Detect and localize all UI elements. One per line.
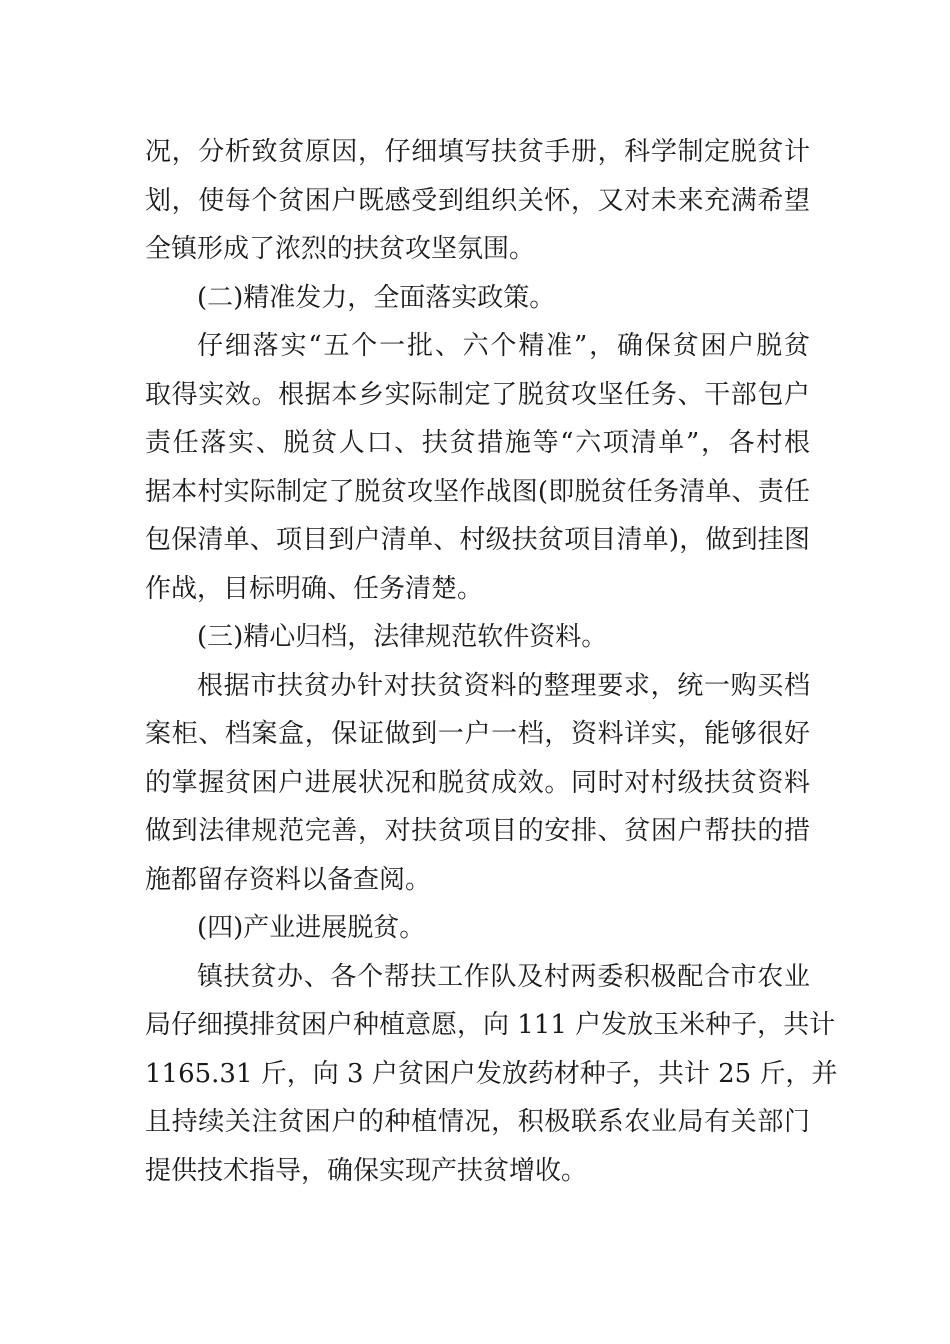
text-line: 据本村实际制定了脱贫攻坚作战图(即脱贫任务清单、责任 bbox=[145, 476, 810, 507]
text-line: 仔细落实“五个一批、六个精准”，确保贫困户脱贫 bbox=[197, 331, 810, 361]
text-line: 且持续关注贫困户的种植情况，积极联系农业局有关部门 bbox=[145, 1107, 810, 1137]
text-line: 的掌握贫困户进展状况和脱贫成效。同时对村级扶贫资料 bbox=[145, 767, 810, 798]
text-line: 1165.31 斤，向 3 户贫困户发放药材种子，共计 25 斤，并 bbox=[145, 1058, 838, 1089]
text-line: 责任落实、脱贫人口、扶贫措施等“六项清单”，各村根 bbox=[145, 428, 810, 458]
text-line: 全镇形成了浓烈的扶贫攻坚氛围。 bbox=[145, 234, 536, 264]
text-line: 况，分析致贫原因，仔细填写扶贫手册，科学制定脱贫计 bbox=[145, 137, 810, 167]
text-line: 局仔细摸排贫困户种植意愿，向 111 户发放玉米种子，共计 bbox=[145, 1010, 836, 1040]
text-line: 作战，目标明确、任务清楚。 bbox=[145, 573, 484, 604]
text-line: 案柜、档案盒，保证做到一户一档，资料详实，能够很好 bbox=[145, 719, 810, 749]
text-line: 包保清单、项目到户清单、村级扶贫项目清单)，做到挂图 bbox=[145, 525, 810, 555]
text-line: 镇扶贫办、各个帮扶工作队及村两委积极配合市农业 bbox=[197, 961, 810, 992]
text-line: 施都留存资料以备查阅。 bbox=[145, 864, 432, 895]
text-line: 根据市扶贫办针对扶贫资料的整理要求，统一购买档 bbox=[197, 670, 810, 701]
text-line: 提供技术指导，确保实现产扶贫增收。 bbox=[145, 1155, 588, 1186]
text-line: 取得实效。根据本乡实际制定了脱贫攻坚任务、干部包户 bbox=[145, 379, 810, 410]
text-line: 划，使每个贫困户既感受到组织关怀，又对未来充满希望 bbox=[145, 185, 810, 216]
text-line: 做到法律规范完善，对扶贫项目的安排、贫困户帮扶的措 bbox=[145, 816, 810, 846]
section-heading: (四)产业进展脱贫。 bbox=[197, 913, 426, 943]
section-heading: (二)精准发力，全面落实政策。 bbox=[197, 282, 556, 313]
document-page bbox=[145, 128, 838, 1195]
section-heading: (三)精心归档，法律规范软件资料。 bbox=[197, 622, 608, 652]
